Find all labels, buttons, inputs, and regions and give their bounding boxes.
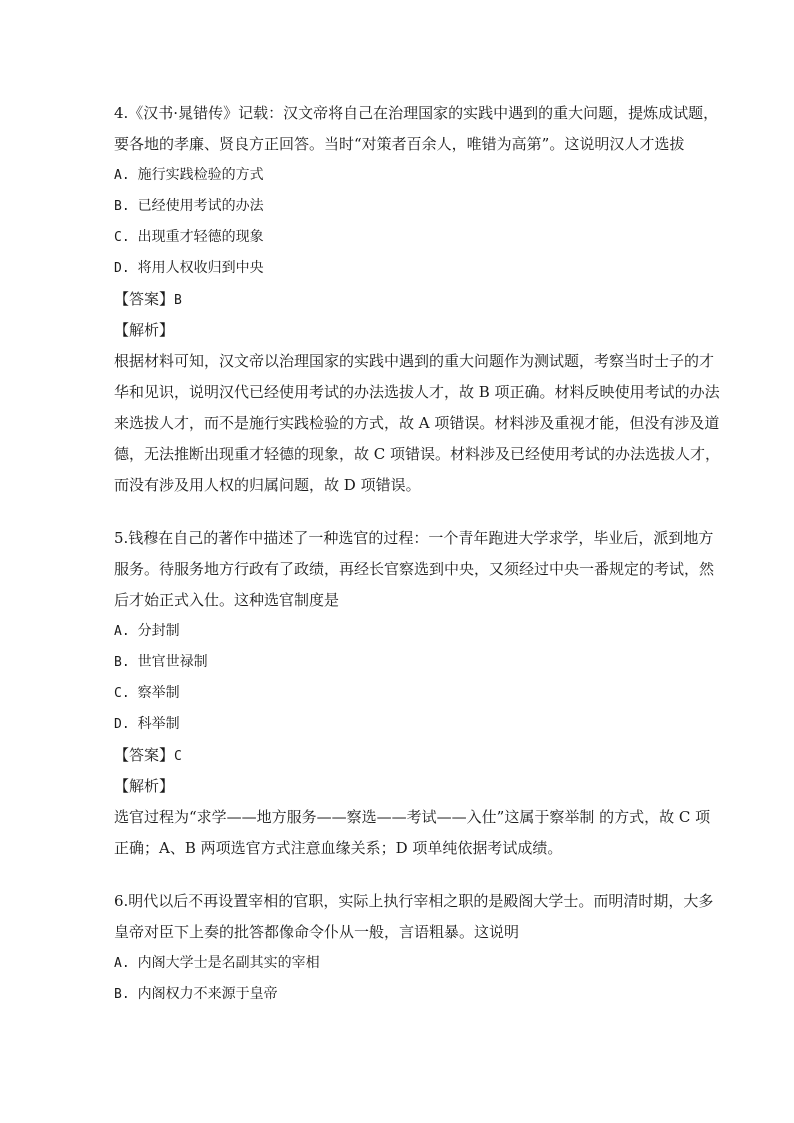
option-d (114, 253, 694, 284)
option-b (114, 191, 694, 222)
analysis-text: 德，无法推断出现重才轻德的现象，故 C 项错误。材料涉及已经使用考试的办法选拔人才， (114, 445, 721, 463)
option-text: 出现重才轻德的现象 (137, 229, 264, 245)
answer-line (114, 740, 694, 771)
option-text: 已经使用考试的办法 (137, 198, 264, 214)
analysis-text: 正确；A、B 两项选官方式注意血缘关系；D 项单纯依据考试成绩。 (114, 839, 563, 857)
option-key: A. (114, 624, 130, 639)
option-text: 世官世禄制 (137, 654, 208, 670)
spacer (114, 864, 694, 886)
analysis-text: 来选拔人才，而不是施行实践检验的方式，故 A 项错误。材料涉及重视才能，但没有涉及道 (114, 414, 720, 432)
option-key: C. (114, 230, 130, 245)
option-text: 将用人权收归到中央 (137, 260, 264, 276)
option-text: 内阁权力不来源于皇帝 (137, 986, 278, 1002)
option-text: 察举制 (137, 685, 180, 701)
option-text: 内阁大学士是名副其实的宰相 (137, 955, 320, 971)
question-4 (114, 98, 721, 501)
option-key: D. (114, 261, 130, 276)
answer-value: C (174, 749, 182, 764)
question-5 (114, 523, 715, 864)
analysis-text: 选官过程为“求学——地方服务——察选——考试——入仕”这属于察举制 的方式，故 C 项 (114, 808, 711, 826)
option-text: 分封制 (137, 623, 180, 639)
answer-line (114, 284, 694, 315)
option-key: C. (114, 686, 130, 701)
option-a (114, 948, 694, 979)
option-key: B. (114, 199, 130, 214)
option-key: A. (114, 956, 130, 971)
question-stem: 6.明代以后不再设置宰相的官职，实际上执行宰相之职的是殿阁大学士。而明清时期，大多 (114, 892, 714, 910)
analysis-label: 【解析】 (114, 321, 175, 339)
answer-label: 【答案】 (114, 290, 175, 308)
option-c (114, 222, 694, 253)
question-stem: 4.《汉书·晁错传》记载：汉文帝将自己在治理国家的实践中遇到的重大问题，提炼成试题， (114, 104, 719, 122)
option-a (114, 160, 694, 191)
question-stem: 要各地的孝廉、贤良方正回答。当时“对策者百余人，唯错为高第”。这说明汉人才选拔 (114, 135, 685, 153)
option-text: 施行实践检验的方式 (137, 167, 264, 183)
question-stem: 服务。待服务地方行政有了政绩，再经长官察选到中央，又须经过中央一番规定的考试，然 (114, 560, 715, 578)
document-page (114, 98, 721, 1010)
option-a (114, 616, 694, 647)
question-stem: 5.钱穆在自己的著作中描述了一种选官的过程：一个青年跑进大学求学，毕业后，派到地方 (114, 529, 714, 547)
option-key: A. (114, 168, 130, 183)
answer-value: B (174, 293, 182, 308)
spacer (114, 501, 694, 523)
option-b (114, 979, 694, 1010)
analysis-text: 而没有涉及用人权的归属问题，故 D 项错误。 (114, 476, 421, 494)
option-key: B. (114, 655, 130, 670)
option-key: B. (114, 987, 130, 1002)
analysis-label: 【解析】 (114, 777, 175, 795)
question-6 (114, 886, 714, 1010)
option-text: 科举制 (137, 716, 180, 732)
option-b (114, 647, 694, 678)
analysis-text: 根据材料可知，汉文帝以治理国家的实践中遇到的重大问题作为测试题，考察当时士子的才 (114, 352, 715, 370)
question-stem: 后才始正式入仕。这种选官制度是 (114, 591, 340, 609)
option-key: D. (114, 717, 130, 732)
option-c (114, 678, 694, 709)
answer-label: 【答案】 (114, 746, 175, 764)
analysis-text: 华和见识，说明汉代已经使用考试的办法选拔人才，故 B 项正确。材料反映使用考试的办法 (114, 383, 720, 401)
option-d (114, 709, 694, 740)
question-stem: 皇帝对臣下上奏的批答都像命令仆从一般，言语粗暴。这说明 (114, 923, 520, 941)
